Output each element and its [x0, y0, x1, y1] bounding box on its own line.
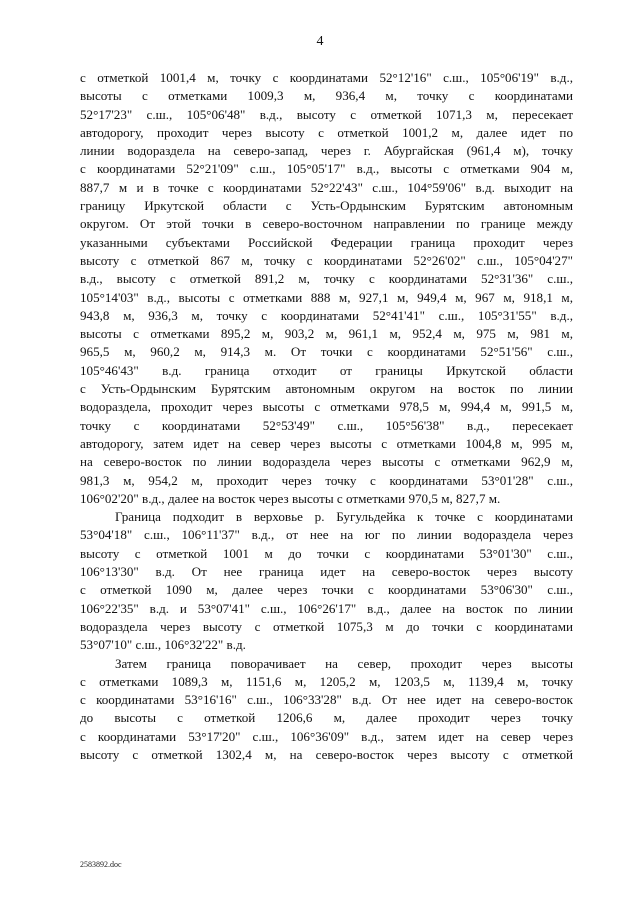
paragraph-1	[80, 69, 573, 508]
text-line: с Усть-Ордынским Бурятским автономным округом на восток по линии	[80, 381, 573, 397]
text-line: автодорогу, проходит через высоту с отметкой 1001,2 м, далее идет по	[80, 124, 573, 140]
text-line: точку с координатами 52°53'49" с.ш., 105°56'38" в.д., пересекает	[80, 417, 573, 433]
text-line: 53°07'10" с.ш., 106°32'22" в.д.	[80, 637, 246, 653]
text-line: высоту с отметкой 1302,4 м, на северо-восток через высоту с отметкой	[80, 746, 573, 762]
text-line: в.д., высоту с отметкой 891,2 м, точку с координатами 52°31'36" с.ш.,	[80, 271, 573, 287]
text-line: высоту с отметкой 867 м, точку с координатами 52°26'02" с.ш., 105°04'27"	[80, 252, 573, 268]
text-line: с отметками 1089,3 м, 1151,6 м, 1205,2 м, 1203,5 м, 1139,4 м, точку	[80, 673, 573, 689]
text-line: 981,3 м, 954,2 м, проходит через точку с координатами 53°01'28" с.ш.,	[80, 472, 573, 488]
document-body	[80, 69, 573, 764]
text-line: 105°46'43" в.д. граница отходит от границы Иркутской области	[80, 362, 573, 378]
text-line: линии водораздела на северо-запад, через г. Абургайская (961,4 м), точку	[80, 143, 573, 159]
text-line: Граница подходит в верховье р. Бугульдейка к точке с координатами	[115, 509, 573, 525]
text-line: с координатами 52°21'09" с.ш., 105°05'17" в.д., высоты с отметками 904 м,	[80, 161, 573, 177]
text-line: указанными субъектами Российской Федерации граница проходит через	[80, 234, 573, 250]
text-line: 943,8 м, 936,3 м, точку с координатами 52°41'41" с.ш., 105°31'55" в.д.,	[80, 307, 573, 323]
paragraph-3	[80, 655, 573, 765]
text-line: 106°22'35" в.д. и 53°07'41" с.ш., 106°26'17" в.д., далее на восток по линии	[80, 600, 573, 616]
text-line: 965,5 м, 960,2 м, 914,3 м. От точки с координатами 52°51'56" с.ш.,	[80, 344, 573, 360]
text-line: с координатами 53°17'20" с.ш., 106°36'09" в.д., затем идет на север через	[80, 728, 573, 744]
text-line: высоты с отметками 895,2 м, 903,2 м, 961,1 м, 952,4 м, 975 м, 981 м,	[80, 326, 573, 342]
text-line: 53°04'18" с.ш., 106°11'37" в.д., от нее на юг по линии водораздела через	[80, 527, 573, 543]
text-line: водораздела, проходит через высоты с отметками 978,5 м, 994,4 м, 991,5 м,	[80, 399, 573, 415]
text-line: Затем граница поворачивает на север, проходит через высоты	[115, 655, 573, 671]
text-line: с координатами 53°16'16" с.ш., 106°33'28" в.д. От нее идет на северо-восток	[80, 692, 573, 708]
text-line: 106°13'30" в.д. От нее граница идет на северо-восток через высоту	[80, 564, 573, 580]
file-name-footer: 2583892.doc	[80, 860, 122, 869]
text-line: водораздела через высоту с отметкой 1075,3 м до точки с координатами	[80, 618, 573, 634]
text-line: высоту с отметкой 1001 м до точки с координатами 53°01'30" с.ш.,	[80, 545, 573, 561]
text-line: округом. От этой точки в северо-восточном направлении по границе между	[80, 216, 573, 232]
text-line: автодорогу, затем идет на север через высоты с отметками 1004,8 м, 995 м,	[80, 435, 573, 451]
paragraph-2	[80, 508, 573, 654]
text-line: на северо-восток по линии водораздела через высоты с отметками 962,9 м,	[80, 454, 573, 470]
text-line: границу Иркутской области с Усть-Ордынским Бурятским автономным	[80, 198, 573, 214]
page-number: 4	[316, 34, 324, 49]
text-line: 105°14'03" в.д., высоты с отметками 888 м, 927,1 м, 949,4 м, 967 м, 918,1 м,	[80, 289, 573, 305]
text-line: 52°17'23" с.ш., 105°06'48" в.д., высоту с отметкой 1071,3 м, пересекает	[80, 106, 573, 122]
text-line: с отметкой 1090 м, далее через точки с координатами 53°06'30" с.ш.,	[80, 582, 573, 598]
text-line: 887,7 м и в точке с координатами 52°22'43" с.ш., 104°59'06" в.д. выходит на	[80, 179, 573, 195]
text-line: до высоты с отметкой 1206,6 м, далее проходит через точку	[80, 710, 573, 726]
text-line: с отметкой 1001,4 м, точку с координатами 52°12'16" с.ш., 105°06'19" в.д.,	[80, 70, 573, 85]
text-line: высоты с отметками 1009,3 м, 936,4 м, точку с координатами	[80, 88, 573, 104]
text-line: 106°02'20" в.д., далее на восток через высоты с отметками 970,5 м, 827,7 м.	[80, 490, 501, 506]
